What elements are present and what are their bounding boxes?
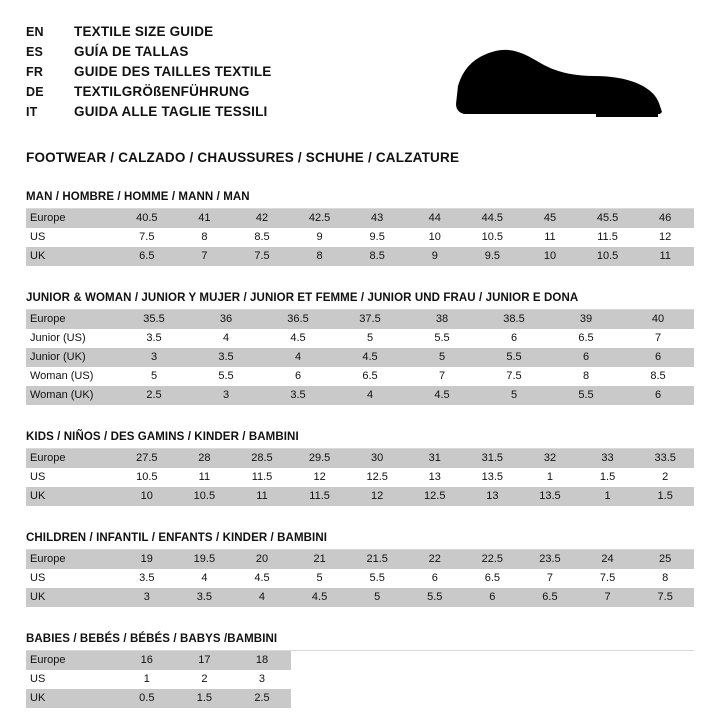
- cell: 6: [478, 329, 550, 348]
- section-title: CHILDREN / INFANTIL / ENFANTS / KINDER / BAMBINI: [26, 532, 694, 550]
- cell: 6: [622, 386, 694, 405]
- section-babies: [26, 633, 694, 708]
- language-row: [26, 62, 694, 82]
- cell: 9: [406, 247, 464, 266]
- size-table-children: [26, 550, 694, 607]
- cell: 5.5: [406, 329, 478, 348]
- cell: 6: [406, 569, 464, 588]
- cell: 35.5: [118, 310, 190, 329]
- cell-empty: [464, 670, 522, 689]
- cell: 3.5: [118, 329, 190, 348]
- cell: 3.5: [176, 588, 234, 607]
- cell: 3: [233, 670, 291, 689]
- cell-empty: [348, 670, 406, 689]
- cell: 3: [118, 348, 190, 367]
- cell: 13.5: [464, 468, 522, 487]
- language-code: ES: [26, 45, 44, 59]
- size-table-babies: [26, 651, 694, 708]
- cell: 24: [579, 550, 637, 569]
- cell-empty: [521, 651, 579, 670]
- cell: 46: [636, 209, 694, 228]
- cell: 6: [550, 348, 622, 367]
- cell: 11.5: [579, 228, 637, 247]
- table-row: [26, 689, 694, 708]
- cell: 16: [118, 651, 176, 670]
- language-code: FR: [26, 65, 44, 79]
- cell: 10: [118, 487, 176, 506]
- cell-empty: [579, 651, 637, 670]
- cell: 5: [478, 386, 550, 405]
- section-title: MAN / HOMBRE / HOMME / MANN / MAN: [26, 191, 694, 209]
- cell: 1: [579, 487, 637, 506]
- row-label: US: [26, 569, 118, 588]
- cell: 45: [521, 209, 579, 228]
- cell-empty: [348, 651, 406, 670]
- row-label: Europe: [26, 550, 118, 569]
- cell: 0.5: [118, 689, 176, 708]
- table-row: [26, 651, 694, 670]
- page-header: [26, 22, 694, 140]
- section-title: JUNIOR & WOMAN / JUNIOR Y MUJER / JUNIOR ET FEMME / JUNIOR UND FRAU / JUNIOR E DONA: [26, 292, 694, 310]
- row-label: UK: [26, 487, 118, 506]
- cell: 12: [636, 228, 694, 247]
- cell: 12.5: [348, 468, 406, 487]
- cell: 5: [406, 348, 478, 367]
- cell: 5: [291, 569, 349, 588]
- language-row: [26, 102, 694, 122]
- cell-empty: [291, 689, 349, 708]
- cell: 18: [233, 651, 291, 670]
- cell: 8: [176, 228, 234, 247]
- cell-empty: [464, 689, 522, 708]
- language-title: GUÍA DE TALLAS: [74, 44, 189, 59]
- cell: 33.5: [636, 449, 694, 468]
- row-label: Woman (US): [26, 367, 118, 386]
- table-row: [26, 348, 694, 367]
- language-title-list: [26, 22, 694, 122]
- table-row: [26, 329, 694, 348]
- language-code: EN: [26, 25, 44, 39]
- cell: 4: [334, 386, 406, 405]
- cell: 36.5: [262, 310, 334, 329]
- cell: 21: [291, 550, 349, 569]
- cell: 22: [406, 550, 464, 569]
- section-man: [26, 191, 694, 266]
- row-label: Europe: [26, 651, 118, 670]
- section-title: BABIES / BEBÉS / BÉBÉS / BABYS /BAMBINI: [26, 633, 694, 651]
- cell: 5.5: [478, 348, 550, 367]
- cell: 8.5: [233, 228, 291, 247]
- cell: 6.5: [464, 569, 522, 588]
- cell: 8: [291, 247, 349, 266]
- cell: 7.5: [478, 367, 550, 386]
- cell: 7.5: [233, 247, 291, 266]
- language-title: TEXTILE SIZE GUIDE: [74, 24, 214, 39]
- cell: 5.5: [550, 386, 622, 405]
- row-label: Europe: [26, 209, 118, 228]
- cell: 6.5: [118, 247, 176, 266]
- cell: 20: [233, 550, 291, 569]
- cell: 5.5: [190, 367, 262, 386]
- cell: 28.5: [233, 449, 291, 468]
- size-table-man: [26, 209, 694, 266]
- cell: 10.5: [579, 247, 637, 266]
- cell: 31.5: [464, 449, 522, 468]
- cell: 8.5: [622, 367, 694, 386]
- cell-empty: [636, 689, 694, 708]
- cell: 7: [406, 367, 478, 386]
- cell: 3.5: [190, 348, 262, 367]
- cell: 4: [190, 329, 262, 348]
- cell: 1.5: [579, 468, 637, 487]
- cell-empty: [579, 670, 637, 689]
- cell: 4: [176, 569, 234, 588]
- cell: 3.5: [262, 386, 334, 405]
- cell: 3: [190, 386, 262, 405]
- cell: 31: [406, 449, 464, 468]
- category-title: FOOTWEAR / CALZADO / CHAUSSURES / SCHUHE / CALZATURE: [26, 150, 460, 165]
- cell-empty: [579, 689, 637, 708]
- cell: 7: [521, 569, 579, 588]
- table-row: [26, 569, 694, 588]
- row-label: Europe: [26, 449, 118, 468]
- cell: 11: [636, 247, 694, 266]
- table-row: [26, 487, 694, 506]
- size-table-kids: [26, 449, 694, 506]
- row-label: Woman (UK): [26, 386, 118, 405]
- section-junior-woman: [26, 292, 694, 405]
- language-title: GUIDE DES TAILLES TEXTILE: [74, 64, 272, 79]
- language-row: [26, 82, 694, 102]
- table-row: [26, 588, 694, 607]
- row-label: UK: [26, 689, 118, 708]
- cell: 9.5: [348, 228, 406, 247]
- table-row: [26, 386, 694, 405]
- cell-empty: [636, 670, 694, 689]
- cell: 1: [118, 670, 176, 689]
- cell: 44: [406, 209, 464, 228]
- cell: 8: [550, 367, 622, 386]
- cell-empty: [406, 670, 464, 689]
- cell: 19: [118, 550, 176, 569]
- cell: 10: [406, 228, 464, 247]
- cell: 2.5: [118, 386, 190, 405]
- row-label: Junior (US): [26, 329, 118, 348]
- row-label: Junior (UK): [26, 348, 118, 367]
- table-row: [26, 449, 694, 468]
- cell: 11: [176, 468, 234, 487]
- language-code: DE: [26, 85, 44, 99]
- cell-empty: [521, 670, 579, 689]
- row-label: US: [26, 228, 118, 247]
- language-code: IT: [26, 105, 38, 119]
- cell: 1.5: [176, 689, 234, 708]
- cell-empty: [291, 670, 349, 689]
- cell: 4.5: [334, 348, 406, 367]
- cell-empty: [348, 689, 406, 708]
- row-label: US: [26, 468, 118, 487]
- cell-empty: [521, 689, 579, 708]
- cell: 5: [334, 329, 406, 348]
- cell: 43: [348, 209, 406, 228]
- cell: 28: [176, 449, 234, 468]
- row-label: US: [26, 670, 118, 689]
- cell: 5: [348, 588, 406, 607]
- cell: 2: [636, 468, 694, 487]
- cell: 3: [118, 588, 176, 607]
- cell: 3.5: [118, 569, 176, 588]
- cell: 36: [190, 310, 262, 329]
- cell: 7.5: [636, 588, 694, 607]
- cell: 2: [176, 670, 234, 689]
- row-label: UK: [26, 247, 118, 266]
- section-title: KIDS / NIÑOS / DES GAMINS / KINDER / BAMBINI: [26, 431, 694, 449]
- cell: 11: [521, 228, 579, 247]
- cell: 6: [622, 348, 694, 367]
- section-kids: [26, 431, 694, 506]
- cell-empty: [406, 689, 464, 708]
- cell: 12.5: [406, 487, 464, 506]
- cell: 11.5: [291, 487, 349, 506]
- cell: 7: [579, 588, 637, 607]
- cell: 4.5: [262, 329, 334, 348]
- cell: 40: [622, 310, 694, 329]
- cell-empty: [636, 651, 694, 670]
- cell: 5: [118, 367, 190, 386]
- cell: 7.5: [579, 569, 637, 588]
- language-row: [26, 42, 694, 62]
- cell: 12: [348, 487, 406, 506]
- cell: 11.5: [233, 468, 291, 487]
- language-title: GUIDA ALLE TAGLIE TESSILI: [74, 104, 268, 119]
- table-row: [26, 228, 694, 247]
- cell: 8: [636, 569, 694, 588]
- cell: 45.5: [579, 209, 637, 228]
- row-label: Europe: [26, 310, 118, 329]
- cell: 5.5: [348, 569, 406, 588]
- cell: 6.5: [334, 367, 406, 386]
- cell: 4: [233, 588, 291, 607]
- cell: 6.5: [550, 329, 622, 348]
- cell: 42: [233, 209, 291, 228]
- cell: 21.5: [348, 550, 406, 569]
- cell: 9: [291, 228, 349, 247]
- table-row: [26, 310, 694, 329]
- cell: 9.5: [464, 247, 522, 266]
- cell: 41: [176, 209, 234, 228]
- cell: 10.5: [464, 228, 522, 247]
- cell-empty: [406, 651, 464, 670]
- cell: 1: [521, 468, 579, 487]
- cell: 11: [233, 487, 291, 506]
- cell: 30: [348, 449, 406, 468]
- cell: 12: [291, 468, 349, 487]
- cell: 33: [579, 449, 637, 468]
- cell: 4.5: [406, 386, 478, 405]
- cell: 10.5: [176, 487, 234, 506]
- cell: 38.5: [478, 310, 550, 329]
- row-label: UK: [26, 588, 118, 607]
- cell: 4.5: [291, 588, 349, 607]
- size-table-junior-woman: [26, 310, 694, 405]
- cell: 29.5: [291, 449, 349, 468]
- cell: 1.5: [636, 487, 694, 506]
- cell: 7: [622, 329, 694, 348]
- section-children: [26, 532, 694, 607]
- table-row: [26, 367, 694, 386]
- cell-empty: [464, 651, 522, 670]
- cell: 22.5: [464, 550, 522, 569]
- cell: 44.5: [464, 209, 522, 228]
- cell: 38: [406, 310, 478, 329]
- language-row: [26, 22, 694, 42]
- cell: 6: [262, 367, 334, 386]
- cell: 25: [636, 550, 694, 569]
- cell: 7: [176, 247, 234, 266]
- cell: 32: [521, 449, 579, 468]
- cell: 37.5: [334, 310, 406, 329]
- cell: 39: [550, 310, 622, 329]
- cell: 8.5: [348, 247, 406, 266]
- language-title: TEXTILGRÖßENFÜHRUNG: [74, 84, 250, 99]
- cell: 13: [406, 468, 464, 487]
- cell: 5.5: [406, 588, 464, 607]
- cell: 4.5: [233, 569, 291, 588]
- table-row: [26, 247, 694, 266]
- table-row: [26, 468, 694, 487]
- cell: 17: [176, 651, 234, 670]
- cell: 40.5: [118, 209, 176, 228]
- table-row: [26, 550, 694, 569]
- cell: 19.5: [176, 550, 234, 569]
- cell-empty: [291, 651, 349, 670]
- table-row: [26, 209, 694, 228]
- cell: 13: [464, 487, 522, 506]
- cell: 10.5: [118, 468, 176, 487]
- cell: 6: [464, 588, 522, 607]
- cell: 4: [262, 348, 334, 367]
- cell: 10: [521, 247, 579, 266]
- cell: 2.5: [233, 689, 291, 708]
- cell: 27.5: [118, 449, 176, 468]
- cell: 7.5: [118, 228, 176, 247]
- cell: 23.5: [521, 550, 579, 569]
- cell: 42.5: [291, 209, 349, 228]
- cell: 13.5: [521, 487, 579, 506]
- table-row: [26, 670, 694, 689]
- cell: 6.5: [521, 588, 579, 607]
